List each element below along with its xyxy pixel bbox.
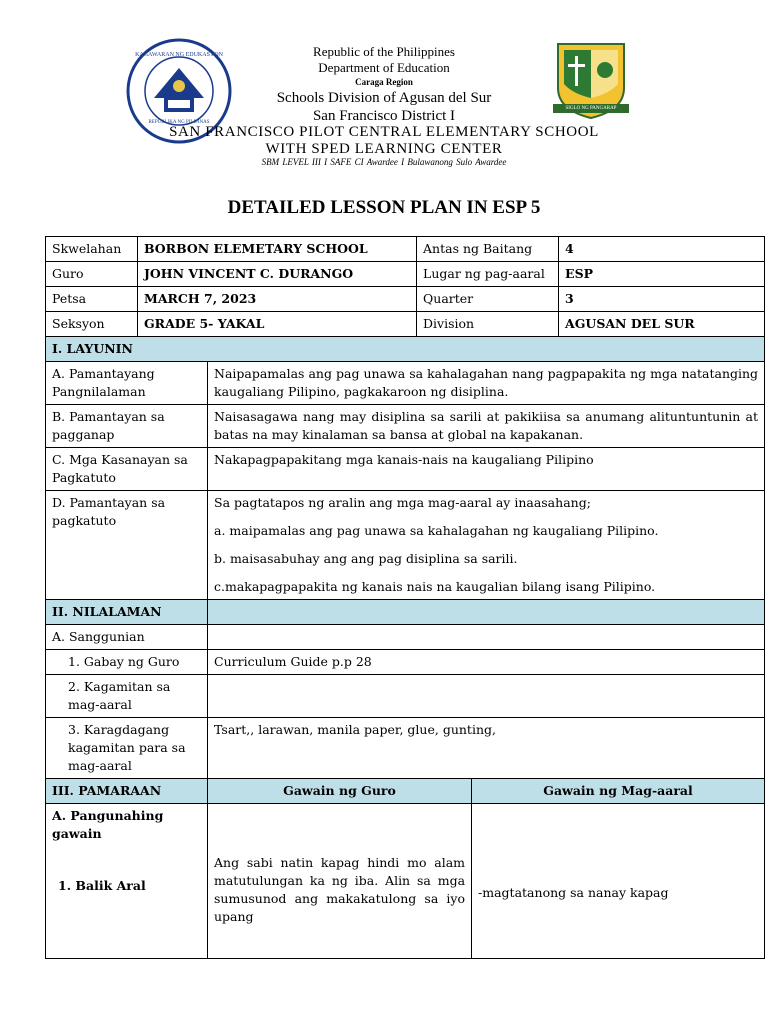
pangunahing-gawain-cell: [46, 804, 208, 959]
gawain-guro-text: Ang sabi natin kapag hindi mo alam matutulungan ka ng iba. Alin sa mga sumusunod ang makakatulong sa iyo upang: [208, 804, 472, 959]
kagamitan-text: [208, 675, 765, 718]
header-division: Schools Division of Agusan del Sur: [276, 90, 492, 106]
seksyon-label: Seksyon: [46, 312, 138, 337]
pamantayan-pagganap-text: Naisasagawa nang may disiplina sa sarili at pakikiisa sa anumang alituntuntunin at batas na may kinalaman sa bansa at global na kapakanan.: [208, 405, 765, 448]
document-title: DETAILED LESSON PLAN IN ESP 5: [227, 197, 541, 218]
lesson-plan-table: [45, 236, 765, 959]
info-row: [46, 287, 765, 312]
header-awards: SBM LEVEL III I SAFE CI Awardee I Bulawanong Sulo Awardee: [261, 157, 507, 167]
section-row: [46, 779, 765, 804]
nilalaman-heading-blank: [208, 600, 765, 625]
sanggunian-text: [208, 625, 765, 650]
section-row: [46, 600, 765, 625]
info-row: [46, 312, 765, 337]
seal-bottom-text: REPUBLIKA NG PILIPINAS: [148, 120, 210, 125]
karagdagang-kagamitan-text: Tsart,, larawan, manila paper, glue, gunting,: [208, 718, 765, 779]
header-district: San Francisco District I: [312, 108, 456, 124]
pagkatuto-item-b: b. maisasabuhay ang ang pag disiplina sa sarili.: [214, 551, 518, 566]
nilalaman-heading: II. NILALAMAN: [46, 600, 208, 625]
table-row: [46, 804, 765, 959]
quarter-value: 3: [559, 287, 765, 312]
seksyon-value: GRADE 5- YAKAL: [138, 312, 417, 337]
table-row: [46, 405, 765, 448]
section-row: [46, 337, 765, 362]
table-row: [46, 448, 765, 491]
lugar-value: ESP: [559, 262, 765, 287]
header-department: Department of Education: [318, 60, 450, 75]
antas-label: Antas ng Baitang: [417, 237, 559, 262]
header-republic: Republic of the Philippines: [313, 44, 455, 59]
petsa-value: MARCH 7, 2023: [138, 287, 417, 312]
pamantayan-pagganap-label: B. Pamantayan sa pagganap: [46, 405, 208, 448]
gawain-guro-header: Gawain ng Guro: [208, 779, 472, 804]
pagkatuto-item-a: a. maipamalas ang pag unawa sa kahalagahan ng kaugaliang Pilipino.: [214, 523, 659, 538]
sanggunian-label: A. Sanggunian: [46, 625, 208, 650]
pamaraan-heading: III. PAMARAAN: [46, 779, 208, 804]
kasanayan-label: C. Mga Kasanayan sa Pagkatuto: [46, 448, 208, 491]
seal-top-text: KAGAWARAN NG EDUKASYON: [135, 52, 223, 58]
table-row: [46, 650, 765, 675]
info-row: [46, 262, 765, 287]
division-label: Division: [417, 312, 559, 337]
pagkatuto-intro: Sa pagtatapos ng aralin ang mga mag-aaral ay inaasahang;: [214, 495, 591, 510]
pamantayang-pangnilalaman-label: A. Pamantayang Pangnilalaman: [46, 362, 208, 405]
guro-label: Guro: [46, 262, 138, 287]
skwelahan-label: Skwelahan: [46, 237, 138, 262]
petsa-label: Petsa: [46, 287, 138, 312]
lugar-label: Lugar ng pag-aaral: [417, 262, 559, 287]
table-row: [46, 625, 765, 650]
pamantayang-pangnilalaman-text: Naipapamalas ang pag unawa sa kahalagahan nang pagpapakita ng mga natatanging kaugaliang Pilipino, pagkakaroon ng disiplina.: [208, 362, 765, 405]
kasanayan-text: Nakapagpapakitang mga kanais-nais na kaugaliang Pilipino: [208, 448, 765, 491]
quarter-label: Quarter: [417, 287, 559, 312]
info-row: [46, 237, 765, 262]
table-row: [46, 718, 765, 779]
gabay-guro-text: Curriculum Guide p.p 28: [208, 650, 765, 675]
karagdagang-kagamitan-label: 3. Karagdagang kagamitan para sa mag-aaral: [46, 718, 208, 779]
table-row: [46, 491, 765, 600]
header-school-name: SAN FRANCISCO PILOT CENTRAL ELEMENTARY SCHOOL: [169, 124, 599, 140]
gawain-magaaral-header: Gawain ng Mag-aaral: [472, 779, 765, 804]
table-row: [46, 675, 765, 718]
pagkatuto-item-c: c.makapagpapakita ng kanais nais na kaugalian bilang isang Pilipino.: [214, 579, 656, 594]
division-value: AGUSAN DEL SUR: [559, 312, 765, 337]
pamantayan-pagkatuto-cell: [208, 491, 765, 600]
antas-value: 4: [559, 237, 765, 262]
table-row: [46, 362, 765, 405]
gabay-guro-label: 1. Gabay ng Guro: [46, 650, 208, 675]
letterhead: [0, 0, 768, 180]
pangunahing-gawain-label: A. Pangunahing gawain: [52, 808, 164, 841]
kagamitan-label: 2. Kagamitan sa mag-aaral: [46, 675, 208, 718]
balik-aral-label: 1. Balik Aral: [58, 878, 146, 893]
layunin-heading: I. LAYUNIN: [46, 337, 765, 362]
skwelahan-value: BORBON ELEMETARY SCHOOL: [138, 237, 417, 262]
guro-value: JOHN VINCENT C. DURANGO: [138, 262, 417, 287]
gawain-magaaral-text: -magtatanong sa nanay kapag: [472, 804, 765, 959]
pamantayan-pagkatuto-label: D. Pamantayan sa pagkatuto: [46, 491, 208, 600]
crest-banner-text: SIGLO NG PANGARAP: [565, 106, 617, 111]
header-school-sub: WITH SPED LEARNING CENTER: [265, 141, 503, 157]
header-region: Caraga Region: [355, 77, 413, 87]
